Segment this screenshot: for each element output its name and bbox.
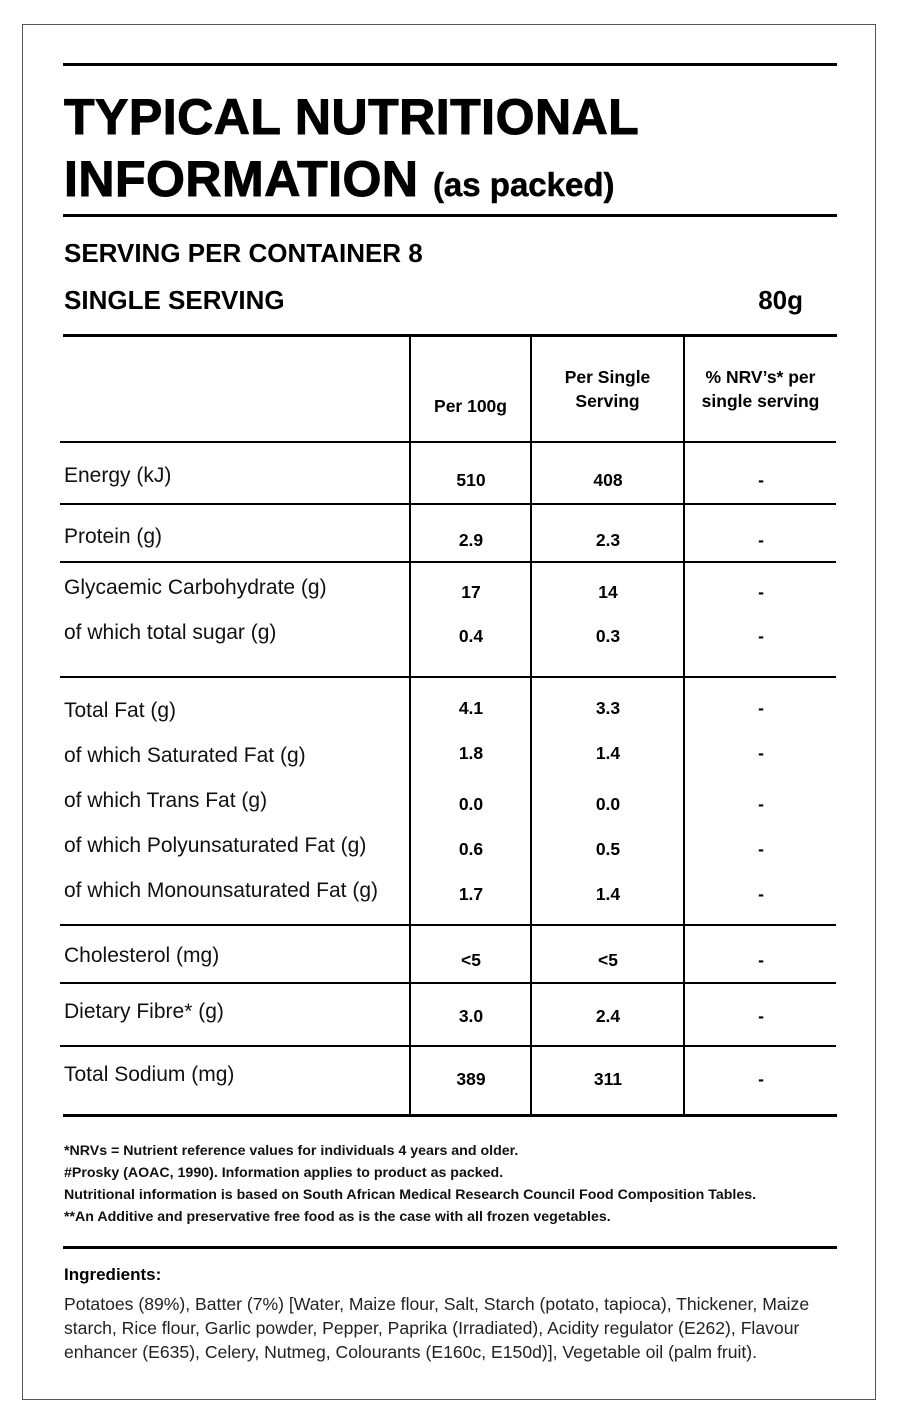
- header-nrv-line2: single serving: [701, 391, 820, 411]
- rule-table-top: [63, 334, 837, 337]
- nrv-value: -: [758, 582, 764, 602]
- per-100g-value: 4.1: [458, 698, 484, 718]
- per-serving-value: 2.3: [595, 530, 621, 550]
- per-100g-value: 510: [456, 470, 486, 490]
- row-label: Cholesterol (mg): [64, 944, 220, 967]
- header-per-serving: [532, 365, 683, 413]
- rule-top: [63, 63, 837, 66]
- nrv-value: -: [758, 839, 764, 859]
- title-suffix: (as packed): [432, 166, 615, 203]
- rule-row: [60, 982, 836, 984]
- rule-row: [60, 1045, 836, 1047]
- ingredients-heading: Ingredients:: [64, 1265, 162, 1284]
- rule-header-bottom: [60, 441, 836, 443]
- nrv-value: -: [758, 626, 764, 646]
- rule-row: [60, 561, 836, 563]
- single-serving-label: SINGLE SERVING: [64, 285, 285, 315]
- rule-row: [60, 676, 836, 678]
- per-100g-value: 17: [461, 582, 481, 602]
- servings-per-container: SERVING PER CONTAINER 8: [64, 238, 423, 268]
- per-serving-value: 3.3: [595, 698, 621, 718]
- footnote-prosky: #Prosky (AOAC, 1990). Information applies to product as packed.: [64, 1165, 504, 1181]
- title-line-2-text: INFORMATION: [64, 151, 419, 207]
- nrv-value: -: [758, 1069, 764, 1089]
- per-serving-value: 311: [593, 1069, 623, 1089]
- row-label: Total Sodium (mg): [64, 1063, 235, 1086]
- row-label: of which Saturated Fat (g): [64, 744, 306, 767]
- row-label: Dietary Fibre* (g): [64, 1000, 224, 1023]
- footnotes: [64, 1140, 756, 1228]
- per-serving-value: 14: [598, 582, 618, 602]
- nrv-value: -: [758, 470, 764, 490]
- nrv-value: -: [758, 530, 764, 550]
- header-per-serving-line2: Serving: [575, 391, 640, 411]
- nrv-value: -: [758, 743, 764, 763]
- nrv-value: -: [758, 698, 764, 718]
- column-divider: [530, 336, 532, 1116]
- header-nrv: [685, 365, 836, 413]
- row-label: Total Fat (g): [64, 699, 177, 722]
- title-line-1: TYPICAL NUTRITIONAL: [64, 89, 640, 145]
- row-label: of which Trans Fat (g): [64, 789, 268, 812]
- row-label: Energy (kJ): [64, 464, 172, 487]
- header-per-serving-line1: Per Single: [564, 367, 651, 387]
- rule-row: [60, 924, 836, 926]
- nrv-value: -: [758, 950, 764, 970]
- page-title: [64, 86, 639, 216]
- footnote-source: Nutritional information is based on South African Medical Research Council Food Composition Tables.: [64, 1187, 757, 1203]
- row-label: Protein (g): [64, 525, 163, 548]
- per-serving-value: 1.4: [595, 884, 621, 904]
- per-serving-value: 408: [593, 470, 623, 490]
- per-100g-value: 0.4: [458, 626, 484, 646]
- ingredients-text: Potatoes (89%), Batter (7%) [Water, Maize flour, Salt, Starch (potato, tapioca), Thickener, Maize starch, Rice flour, Garlic powder, Pepper, Paprika (Irradiated), Acidity regulator (E262), Flavour enhancer (E635), Celery, Nutmeg, Colourants (E160c, E150d)], Vegetable oil (palm fruit).: [64, 1294, 810, 1362]
- per-serving-value: 0.5: [595, 839, 621, 859]
- single-serving-value: 80g: [758, 285, 803, 315]
- rule-row: [60, 503, 836, 505]
- row-label: of which Monounsaturated Fat (g): [64, 879, 378, 902]
- per-100g-value: 0.6: [458, 839, 484, 859]
- header-nrv-line1: % NRV’s* per: [705, 367, 816, 387]
- column-divider: [409, 336, 411, 1116]
- nrv-value: -: [758, 884, 764, 904]
- per-100g-value: 389: [456, 1069, 486, 1089]
- header-per-100g: Per 100g: [434, 396, 507, 416]
- per-serving-value: 0.3: [595, 626, 621, 646]
- per-serving-value: 2.4: [595, 1006, 621, 1026]
- per-serving-value: 1.4: [595, 743, 621, 763]
- per-100g-value: 1.7: [458, 884, 484, 904]
- nrv-value: -: [758, 794, 764, 814]
- row-label: of which Polyunsaturated Fat (g): [64, 834, 367, 857]
- column-divider: [683, 336, 685, 1116]
- per-serving-value: 0.0: [595, 794, 621, 814]
- per-100g-value: <5: [461, 950, 481, 970]
- footnote-additive-free: **An Additive and preservative free food as is the case with all frozen vegetables.: [64, 1209, 611, 1225]
- rule-table-bottom: [63, 1114, 837, 1117]
- title-line-2: [64, 148, 639, 216]
- per-100g-value: 2.9: [458, 530, 484, 550]
- row-label: of which total sugar (g): [64, 621, 277, 644]
- per-serving-value: <5: [598, 950, 618, 970]
- per-100g-value: 3.0: [458, 1006, 484, 1026]
- footnote-nrv: *NRVs = Nutrient reference values for individuals 4 years and older.: [64, 1143, 519, 1159]
- per-100g-value: 1.8: [458, 743, 484, 763]
- row-label: Glycaemic Carbohydrate (g): [64, 576, 327, 599]
- rule-above-ingredients: [63, 1246, 837, 1249]
- nrv-value: -: [758, 1006, 764, 1026]
- per-100g-value: 0.0: [458, 794, 484, 814]
